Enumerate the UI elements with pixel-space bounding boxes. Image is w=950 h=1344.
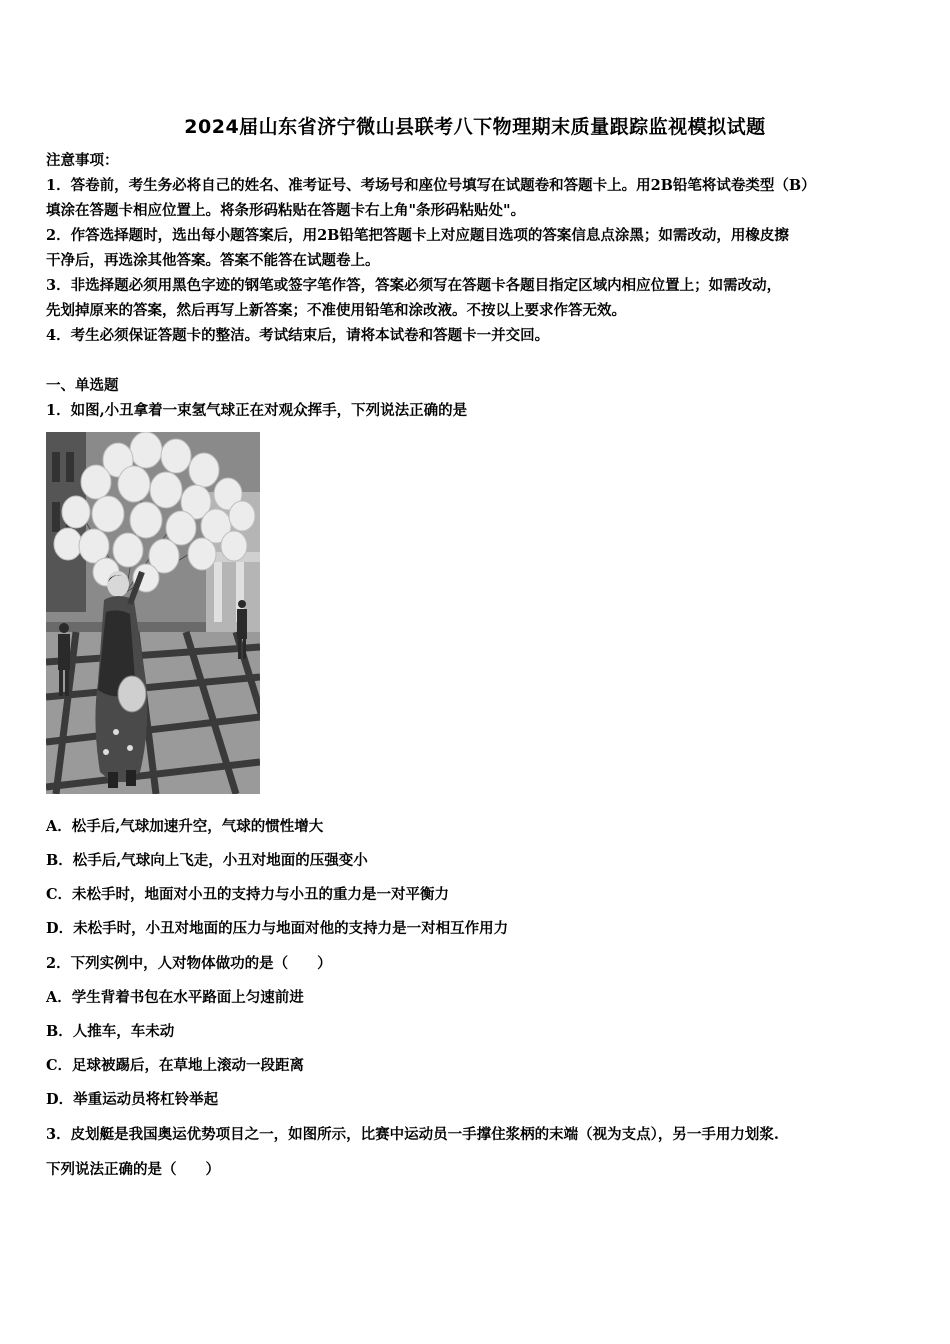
question-1-option-d: D．未松手时，小丑对地面的压力与地面对他的支持力是一对相互作用力 [46, 920, 509, 937]
question-1-option-c: C．未松手时，地面对小丑的支持力与小丑的重力是一对平衡力 [46, 886, 450, 903]
question-1-stem: 1．如图,小丑拿着一束氢气球正在对观众挥手，下列说法正确的是 [46, 402, 468, 419]
question-1-option-a: A．松手后,气球加速升空，气球的惯性增大 [46, 818, 324, 835]
question-2-option-a: A．学生背着书包在水平路面上匀速前进 [46, 989, 304, 1006]
notes-heading: 注意事项： [46, 152, 119, 169]
notes-line: 2．作答选择题时，选出每小题答案后，用2B铅笔把答题卡上对应题目选项的答案信息点涂黑；如需改动，用橡皮擦 [46, 227, 789, 244]
notes-line: 1．答卷前，考生务必将自己的姓名、准考证号、考场号和座位号填写在试题卷和答题卡上。用2B铅笔将试卷类型（B） [46, 177, 816, 194]
notes-line: 先划掉原来的答案，然后再写上新答案；不准使用铅笔和涂改液。不按以上要求作答无效。 [46, 302, 626, 319]
clown-balloons-photo [46, 432, 260, 794]
question-2-option-b: B．人推车，车未动 [46, 1023, 175, 1040]
question-2-option-c: C．足球被踢后，在草地上滚动一段距离 [46, 1057, 305, 1074]
notes-line: 干净后，再选涂其他答案。答案不能答在试题卷上。 [46, 252, 380, 269]
section-heading: 一、单选题 [46, 377, 119, 394]
notes-line: 3．非选择题必须用黑色字迹的钢笔或签字笔作答，答案必须写在答题卡各题目指定区域内相应位置上；如需改动， [46, 277, 782, 294]
question-1-option-b: B．松手后,气球向上飞走，小丑对地面的压强变小 [46, 852, 368, 869]
notes-line: 4．考生必须保证答题卡的整洁。考试结束后，请将本试卷和答题卡一并交回。 [46, 327, 550, 344]
question-2-stem: 2．下列实例中，人对物体做功的是（ ） [46, 955, 332, 972]
page-title: 2024届山东省济宁微山县联考八下物理期末质量跟踪监视模拟试题 [184, 116, 766, 138]
question-2-option-d: D．举重运动员将杠铃举起 [46, 1091, 219, 1108]
question-3-stem-continued: 下列说法正确的是（ ） [46, 1161, 220, 1178]
notes-line: 填涂在答题卡相应位置上。将条形码粘贴在答题卡右上角"条形码粘贴处"。 [46, 202, 526, 219]
question-3-stem: 3．皮划艇是我国奥运优势项目之一，如图所示，比赛中运动员一手撑住浆柄的末端（视为支点），另一手用力划浆. [46, 1126, 779, 1143]
